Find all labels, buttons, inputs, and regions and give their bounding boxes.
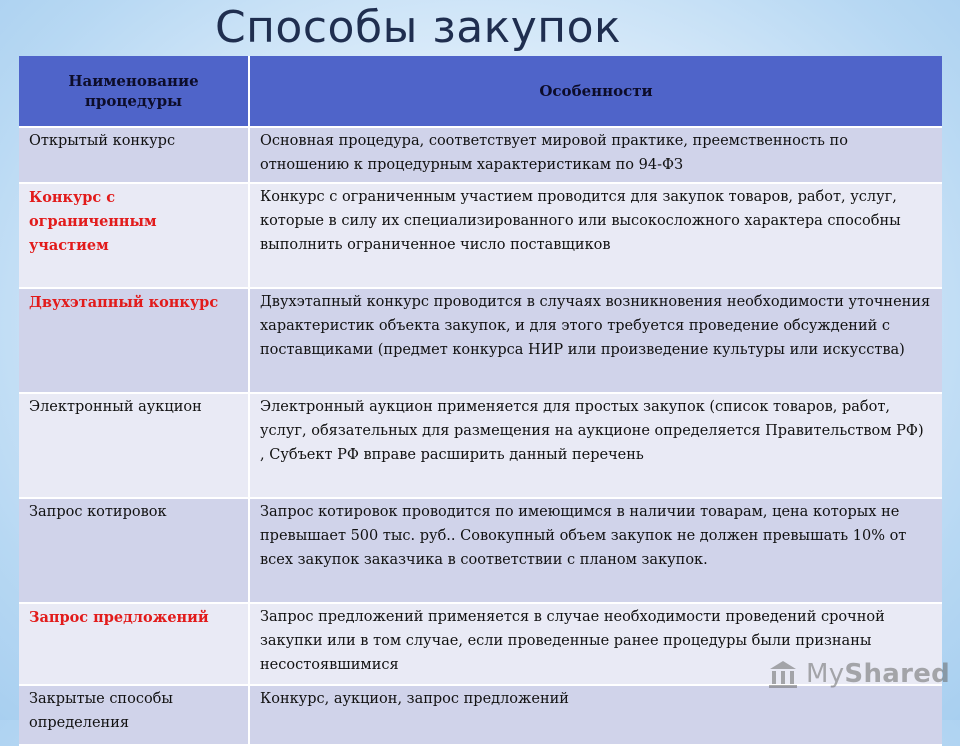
procedure-description: Основная процедура, соответствует мировой практике, преемственность по отношению к процедурным характеристикам по 94-ФЗ [249, 127, 942, 183]
table-row [19, 127, 942, 183]
building-logo-icon [766, 657, 800, 691]
procedure-description: Двухэтапный конкурс проводится в случаях возникновения необходимости уточнения характеристик объекта закупок, и для этого требуется проведение обсуждений с поставщиками (предмет конкурса НИР или произведение культуры или искусства) [249, 288, 942, 393]
procedure-name: Электронный аукцион [19, 393, 249, 498]
table-row [19, 183, 942, 288]
procedure-description: Конкурс с ограниченным участием проводится для закупок товаров, работ, услуг, которые в силу их специализированного или высокосложного характера способны выполнить ограниченное число поставщиков [249, 183, 942, 288]
procedure-name: Запрос предложений [19, 603, 249, 685]
procedure-description: Запрос предложений применяется в случае необходимости проведений срочной закупки или в том случае, если проведенные ранее процедуры были признаны несостоявшимися [249, 603, 942, 685]
table-row [19, 288, 942, 393]
procedure-name: Закрытые способы определения [19, 685, 249, 745]
table-row [19, 393, 942, 498]
procurement-methods-table [19, 56, 942, 746]
watermark-text: MyShared [806, 659, 951, 689]
procedure-name: Открытый конкурс [19, 127, 249, 183]
header-features: Особенности [249, 56, 942, 127]
procedure-name: Конкурс с ограниченным участием [19, 183, 249, 288]
slide-title: Способы закупок [214, 2, 622, 53]
procedure-description: Запрос котировок проводится по имеющимся в наличии товарам, цена которых не превышает 500 тыс. руб.. Совокупный объем закупок не должен превышать 10% от всех закупок заказчика в соответствии с планом закупок. [249, 498, 942, 603]
myshared-watermark [766, 652, 951, 696]
table-header-row [19, 56, 942, 127]
procedure-description: Электронный аукцион применяется для простых закупок (список товаров, работ, услуг, обязательных для размещения на аукционе определяется Правительством РФ) , Субъект РФ вправе расширить данный перечень [249, 393, 942, 498]
header-procedure-name: Наименование процедуры [19, 56, 249, 127]
procedure-description: Конкурс, аукцион, запрос предложений [249, 685, 942, 745]
procedure-name: Запрос котировок [19, 498, 249, 603]
procedure-name: Двухэтапный конкурс [19, 288, 249, 393]
table-row [19, 498, 942, 603]
